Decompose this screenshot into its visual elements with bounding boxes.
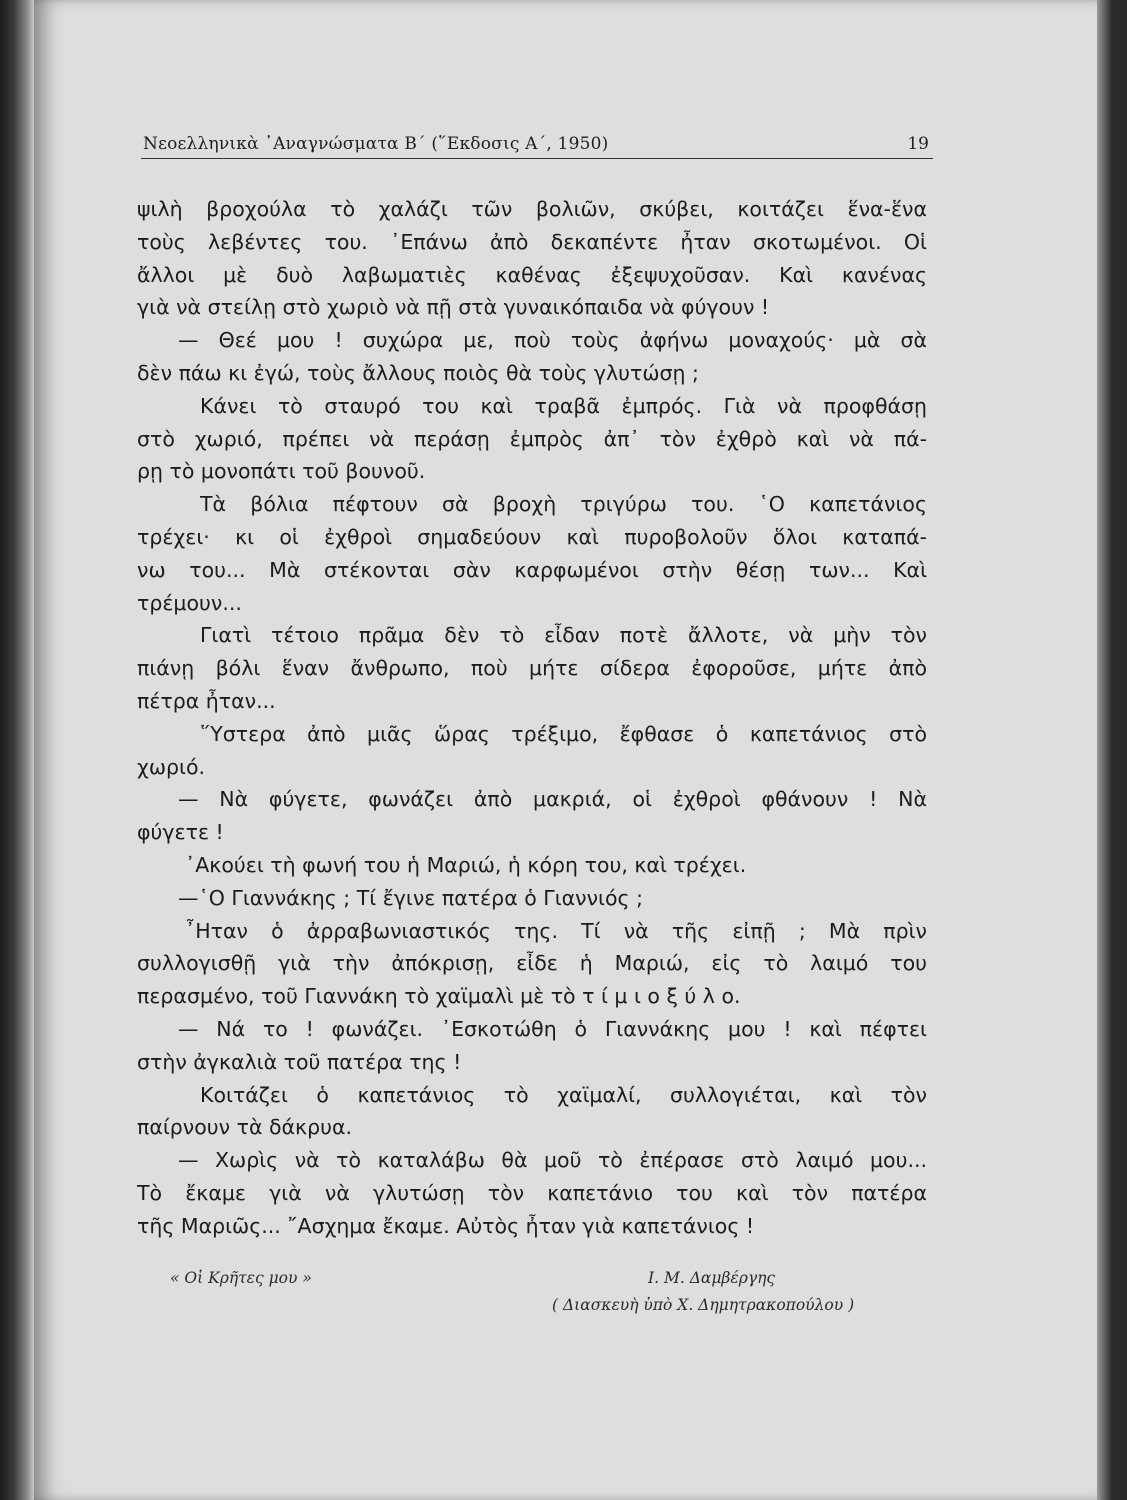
text-line: συλλογισθῇ γιὰ τὴν ἀπόκρισῃ, εἶδε ἡ Μαριώ, εἰς τὸ λαιμό του — [137, 951, 927, 976]
text-line: Τὸ ἔκαμε γιὰ νὰ γλυτώσῃ τὸν καπετάνιο του καὶ τὸν πατέρα — [137, 1180, 927, 1205]
text-line: Κοιτάζει ὁ καπετάνιος τὸ χαϊμαλί, συλλογιέται, καὶ τὸν — [200, 1082, 927, 1107]
text-line: τοὺς λεβέντες του. ᾿Επάνω ἀπὸ δεκαπέντε ἦταν σκοτωμένοι. Οἱ — [137, 229, 927, 254]
text-line: τῆς Μαριῶς... ῎Ασχημα ἔκαμε. Αὐτὸς ἦταν γιὰ καπετάνιος ! — [137, 1213, 755, 1238]
text-line: στὴν ἀγκαλιὰ τοῦ πατέρα της ! — [137, 1049, 462, 1074]
text-line: — Χωρὶς νὰ τὸ καταλάβω θὰ μοῦ τὸ ἐπέρασε στὸ λαιμό μου... — [178, 1148, 927, 1173]
text-line: δὲν πάω κι ἐγώ, τοὺς ἄλλους ποιὸς θὰ τοὺς γλυτώσῃ ; — [137, 360, 699, 385]
header-rule — [141, 158, 933, 159]
text-line: φύγετε ! — [137, 820, 224, 845]
text-line: — Νὰ φύγετε, φωνάζει ἀπὸ μακριά, οἱ ἐχθροὶ φθάνουν ! Νὰ — [178, 787, 927, 812]
text-line: —῾Ο Γιαννάκης ; Τί ἔγινε πατέρα ὁ Γιαννιός ; — [178, 885, 643, 910]
text-line: — Νά το ! φωνάζει. ᾿Εσκοτώθη ὁ Γιαννάκης μου ! καὶ πέφτει — [178, 1016, 927, 1041]
book-spine — [0, 0, 34, 1500]
text-line: γιὰ νὰ στείλῃ στὸ χωριὸ νὰ πῇ στὰ γυναικόπαιδα νὰ φύγουν ! — [137, 295, 770, 320]
text-line: πιάνῃ βόλι ἕναν ἄνθρωπο, ποὺ μήτε σίδερα ἐφοροῦσε, μήτε ἀπὸ — [137, 656, 927, 681]
text-line: ῞Υστερα ἀπὸ μιᾶς ὥρας τρέξιμο, ἔφθασε ὁ καπετάνιος στὸ — [200, 721, 927, 746]
text-line: τρέμουν... — [137, 590, 242, 615]
text-line: πέτρα ἦταν... — [137, 688, 276, 713]
text-line: παίρνουν τὰ δάκρυα. — [137, 1115, 353, 1140]
text-line: νω του... Μὰ στέκονται σὰν καρφωμένοι στὴν θέσῃ των... Καὶ — [137, 557, 927, 582]
source-title: « Οἱ Κρῆτες μου » — [170, 1269, 312, 1287]
text-line: στὸ χωριό, πρέπει νὰ περάσῃ ἐμπρὸς ἀπ᾿ τὸν ἐχθρὸ καὶ νὰ πά- — [137, 426, 927, 451]
text-line: ψιλὴ βροχούλα τὸ χαλάζι τῶν βολιῶν, σκύβει, κοιτάζει ἕνα-ἕνα — [137, 197, 927, 221]
text-line: Γιατὶ τέτοιο πρᾶμα δὲν τὸ εἶδαν ποτὲ ἄλλοτε, νὰ μὴν τὸν — [200, 623, 927, 648]
text-line: περασμένο, τοῦ Γιαννάκη τὸ χαϊμαλὶ μὲ τὸ τ ί μ ι ο ξ ύ λ ο. — [137, 984, 741, 1009]
text-line: χωριό. — [137, 754, 206, 779]
text-line: ρῃ τὸ μονοπάτι τοῦ βουνοῦ. — [137, 459, 426, 484]
book-title: Νεοελληνικὰ ᾿Αναγνώσματα Β΄ (῞Εκδοσις Α΄, 1950) — [143, 134, 609, 154]
text-line: ἄλλοι μὲ δυὸ λαβωματιὲς καθένας ἐξεψυχοῦσαν. Καὶ κανένας — [137, 262, 927, 287]
text-line: τρέχει· κι οἱ ἐχθροὶ σημαδεύουν καὶ πυροβολοῦν ὅλοι καταπά- — [137, 524, 927, 549]
author-name: Ι. Μ. Δαμβέργης — [648, 1269, 776, 1287]
text-line: ῏Ηταν ὁ ἀρραβωνιαστικός της. Τί νὰ τῆς εἰπῇ ; Μὰ πρὶν — [185, 918, 927, 943]
text-line: Κάνει τὸ σταυρό του καὶ τραβᾶ ἐμπρός. Γιὰ νὰ προφθάσῃ — [200, 393, 927, 418]
page-number: 19 — [907, 134, 929, 154]
page-edge — [1097, 0, 1112, 1500]
text-line: Τὰ βόλια πέφτουν σὰ βροχὴ τριγύρω του. ῾Ο καπετάνιος — [200, 492, 927, 517]
adaptation-credit: ( Διασκευὴ ὑπὸ Χ. Δημητρακοπούλου ) — [552, 1296, 855, 1314]
text-line: — Θεέ μου ! συχώρα με, ποὺ τοὺς ἀφήνω μοναχούς· μὰ σὰ — [178, 328, 927, 353]
body-text — [137, 193, 927, 1243]
text-line: ᾿Ακούει τὴ φωνή του ἡ Μαριώ, ἡ κόρη του, καὶ τρέχει. — [185, 852, 747, 877]
